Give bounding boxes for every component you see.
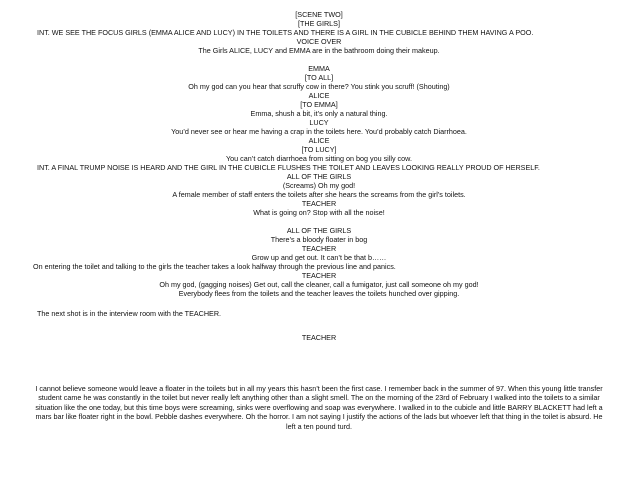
character-name: ALICE: [308, 91, 330, 100]
character-name: VOICE OVER: [296, 37, 342, 46]
dialogue-line: What is going on? Stop with all the noise!: [253, 208, 385, 217]
dialogue-line: You can’t catch diarrhoea from sitting on bog you silly cow.: [226, 154, 412, 163]
character-name: TEACHER: [301, 244, 337, 253]
scene-action-int: INT. WE SEE THE FOCUS GIRLS (EMMA ALICE AND LUCY) IN THE TOILETS AND THERE IS A GIRL IN THE CUBICLE BEHIND THEM HAVING A POO.: [37, 28, 534, 37]
teacher-monologue: I cannot believe someone would leave a floater in the toilets but in all my years this hasn’t been the first case. I remember back in the summer of 97. When this young little transfer student came he was constantly in the toilet but never really left anything other than a slight smell. The on the morning of the 23rd of February I walked into the toilets to a similar situation like the one today, but this time boys were screaming, sinks were overflowing and soap was everywhere. I walked in to the cubicle and little BARRY BLACKETT had left a mars bar like floater right in the bowl. Pebble dashes everywhere. Oh the horror. I am not saying I justify the actions of the lads but whoever left that thing in the toilet is absurd. He left a ten pound turd.: [35, 384, 603, 431]
stage-direction: [TO EMMA]: [300, 100, 338, 109]
action-line: Everybody flees from the toilets and the teacher leaves the toilets hunched over gipping.: [178, 289, 460, 298]
character-name: EMMA: [308, 64, 330, 73]
action-line: The next shot is in the interview room with the TEACHER.: [37, 309, 222, 318]
dialogue-line: Emma, shush a bit, it’s only a natural thing.: [250, 109, 388, 118]
dialogue-line: Oh my god, (gagging noises) Get out, call the cleaner, call a fumigator, just call someone oh my god!: [159, 280, 479, 289]
scene-heading: [SCENE TWO]: [295, 10, 343, 19]
character-name: TEACHER: [301, 271, 337, 280]
scene-setting: [THE GIRLS]: [298, 19, 340, 28]
dialogue-line: (Screams) Oh my god!: [282, 181, 356, 190]
dialogue-line: Grow up and get out. It can’t be that b……: [251, 253, 387, 262]
character-name: ALICE: [308, 136, 330, 145]
character-name: TEACHER: [301, 333, 337, 342]
character-name: TEACHER: [301, 199, 337, 208]
character-name: LUCY: [309, 118, 329, 127]
stage-direction: [TO ALL]: [304, 73, 334, 82]
character-name: ALL OF THE GIRLS: [286, 226, 352, 235]
dialogue-line: You’d never see or hear me having a crap in the toilets here. You’d probably catch Diarrhoea.: [171, 127, 467, 136]
action-line: On entering the toilet and talking to the girls the teacher takes a look halfway through the previous line and panics.: [33, 262, 396, 271]
dialogue-line: Oh my god can you hear that scruffy cow in there? You stink you scruff! (Shouting): [188, 82, 450, 91]
character-name: ALL OF THE GIRLS: [286, 172, 352, 181]
stage-direction: [TO LUCY]: [301, 145, 337, 154]
scene-action-int: INT. A FINAL TRUMP NOISE IS HEARD AND THE GIRL IN THE CUBICLE FLUSHES THE TOILET AND LEAVES LOOKING REALLY PROUD OF HERSELF.: [37, 163, 540, 172]
dialogue-line: There’s a bloody floater in bog: [270, 235, 368, 244]
action-line: A female member of staff enters the toilets after she hears the screams from the girl’s toilets.: [172, 190, 466, 199]
dialogue-line: The Girls ALICE, LUCY and EMMA are in the bathroom doing their makeup.: [198, 46, 440, 55]
